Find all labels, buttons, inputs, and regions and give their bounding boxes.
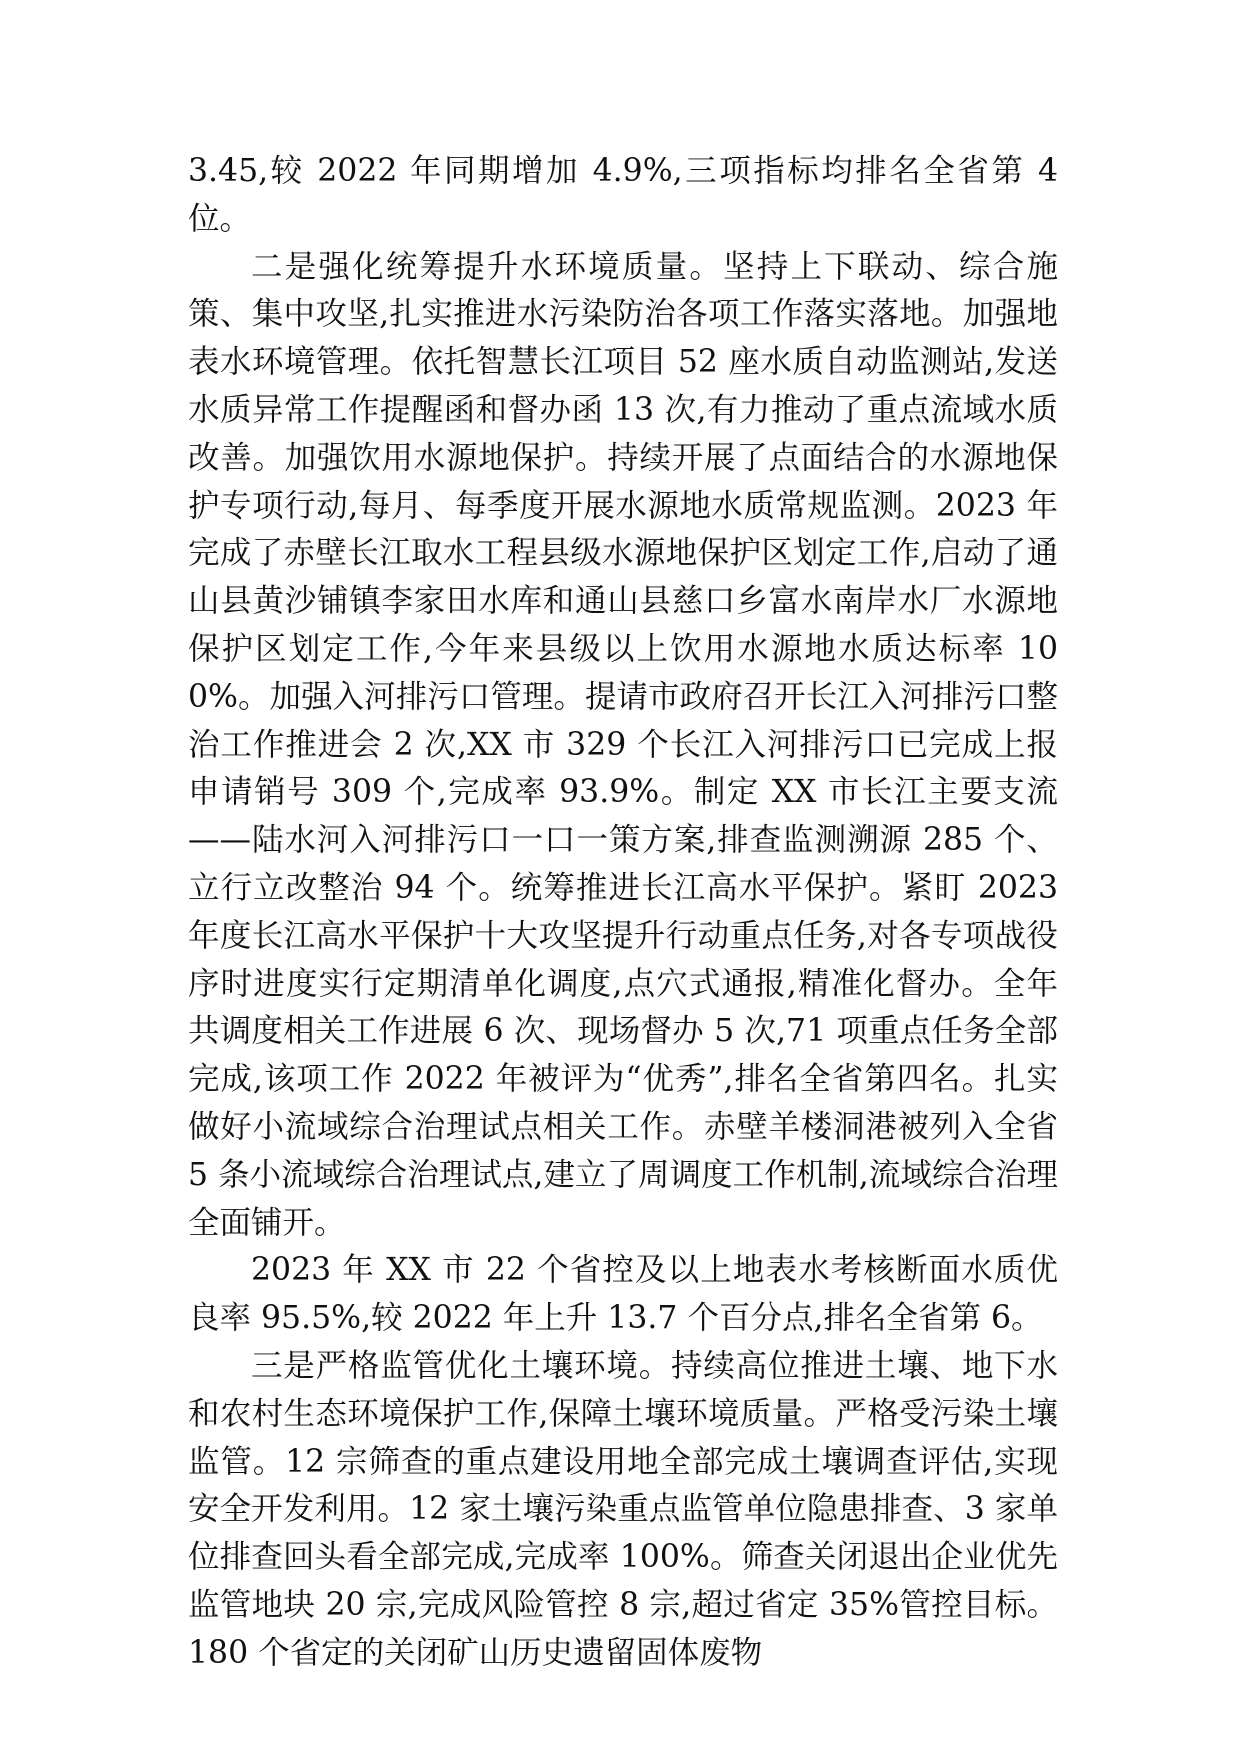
paragraph-continuation: 3.45,较 2022 年同期增加 4.9%,三项指标均排名全省第 4 位。 [188, 153, 1058, 237]
paragraph-water-quality-result: 2023 年 XX 市 22 个省控及以上地表水考核断面水质优良率 95.5%,较 2022 年上升 13.7 个百分点,排名全省第 6。 [188, 1252, 1058, 1337]
document-body [188, 148, 1058, 1678]
paragraph-water-environment: 二是强化统筹提升水环境质量。坚持上下联动、综合施策、集中攻坚,扎实推进水污染防治各项工作落实落地。加强地表水环境管理。依托智慧长江项目 52 座水质自动监测站,发送水质异常工作提醒函和督办函 13 次,有力推动了重点流域水质改善。加强饮用水源地保护。持续开展了点面结合的水源地保护专项行动,每月、每季度开展水源地水质常规监测。2023 年完成了赤壁长江取水工程县级水源地保护区划定工作,启动了通山县黄沙铺镇李家田水库和通山县慈口乡富水南岸水厂水源地保护区划定工作,今年来县级以上饮用水源地水质达标率 100%。加强入河排污口管理。提请市政府召开长江入河排污口整治工作推进会 2 次,XX 市 329 个长江入河排污口已完成上报申请销号 309 个,完成率 93.9%。制定 XX 市长江主要支流——陆水河入河排污口一口一策方案,排查监测溯源 285 个、立行立改整治 94 个。统筹推进长江高水平保护。紧盯 2023 年度长江高水平保护十大攻坚提升行动重点任务,对各专项战役序时进度实行定期清单化调度,点穴式通报,精准化督办。全年共调度相关工作进展 6 次、现场督办 5 次,71 项重点任务全部完成,该项工作 2022 年被评为“优秀”,排名全省第四名。扎实做好小流域综合治理试点相关工作。赤壁羊楼洞港被列入全省 5 条小流域综合治理试点,建立了周调度工作机制,流域综合治理全面铺开。 [188, 248, 1058, 1241]
paragraph-soil-environment: 三是严格监管优化土壤环境。持续高位推进土壤、地下水和农村生态环境保护工作,保障土壤环境质量。严格受污染土壤监管。12 宗筛查的重点建设用地全部完成土壤调查评估,实现安全开发利用。12 家土壤污染重点监管单位隐患排查、3 家单位排查回头看全部完成,完成率 100%。筛查关闭退出企业优先监管地块 20 宗,完成风险管控 8 宗,超过省定 35%管控目标。180 个省定的关闭矿山历史遗留固体废物 [188, 1347, 1058, 1671]
